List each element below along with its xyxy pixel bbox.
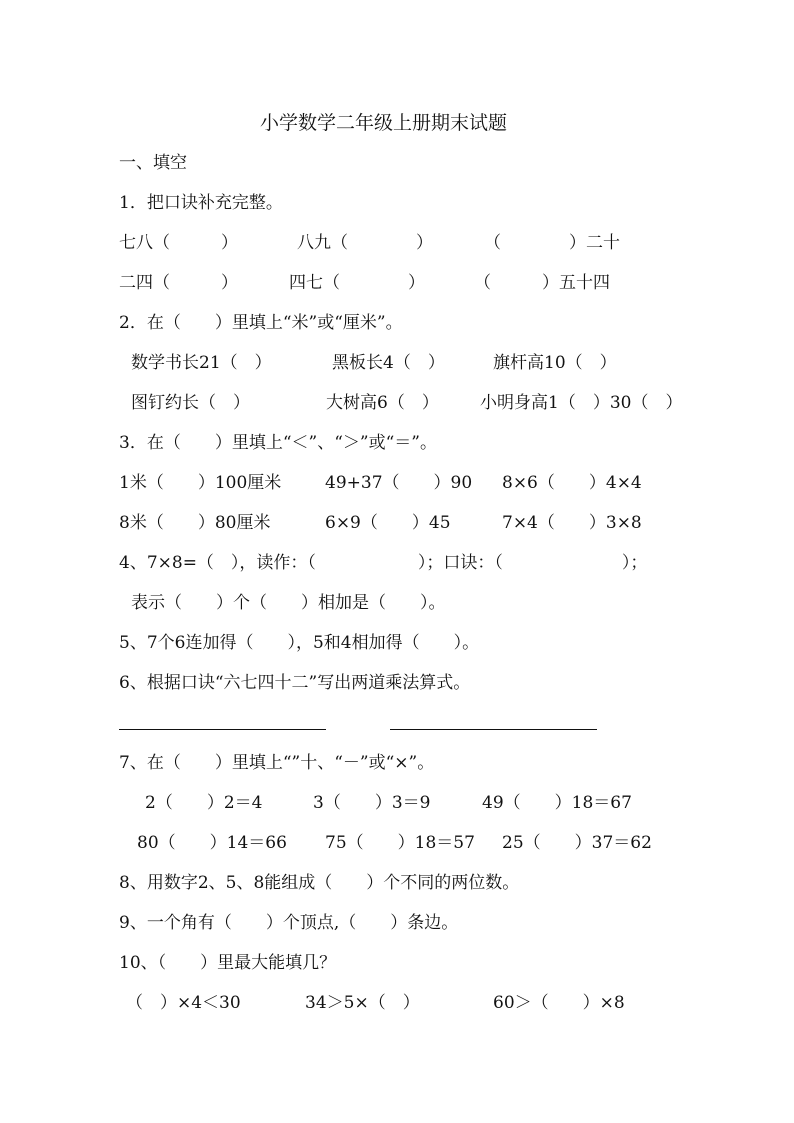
q10-stem: 10、（ ）里最大能填几？ <box>119 953 337 973</box>
q3-item: 6×9（ ）45 <box>325 513 451 533</box>
q5-line: 5、7个6连加得（ ），5和4相加得（ ）。 <box>119 633 480 653</box>
q3-item: 1米（ ）100厘米 <box>119 473 282 493</box>
q7-item: 25（ ）37＝62 <box>502 833 652 853</box>
q3-item: 8米（ ）80厘米 <box>119 513 271 533</box>
section-heading: 一、填空 <box>119 153 187 173</box>
q3-stem: 3．在（ ）里填上“＜”、“＞”或“＝”。 <box>119 433 437 453</box>
answer-line <box>119 729 326 730</box>
q2-stem: 2．在（ ）里填上“米”或“厘米”。 <box>119 313 403 333</box>
q3-item: 7×4（ ）3×8 <box>502 513 642 533</box>
q2-item: 黑板长4（ ） <box>332 353 445 373</box>
q9-line: 9、一个角有（ ）个顶点,（ ）条边。 <box>119 913 459 933</box>
q7-stem: 7、在（ ）里填上“”十、“－”或“×”。 <box>119 753 435 773</box>
q2-item: 数学书长21（ ） <box>131 353 272 373</box>
q1-item: 二四（ ） <box>119 273 238 293</box>
q7-item: 75（ ）18＝57 <box>325 833 475 853</box>
q7-item: 49（ ）18＝67 <box>482 793 632 813</box>
q4-line: 4、7×8=（ ），读作：（ ）；口诀：（ ）； <box>119 553 648 573</box>
q1-item: 四七（ ） <box>289 273 425 293</box>
q8-line: 8、用数字2、5、8能组成（ ）个不同的两位数。 <box>119 873 520 893</box>
q1-item: 七八（ ） <box>119 233 238 253</box>
q10-item: 60＞（ ）×8 <box>493 993 625 1013</box>
q6-line: 6、根据口诀“六七四十二”写出两道乘法算式。 <box>119 673 471 693</box>
q2-item: 图钉约长（ ） <box>131 393 250 413</box>
q10-item: （ ）×4＜30 <box>126 993 241 1013</box>
q1-item: （ ）五十四 <box>474 273 610 293</box>
page-title: 小学数学二年级上册期末试题 <box>260 112 508 134</box>
q10-item: 34＞5×（ ） <box>305 993 420 1013</box>
q1-item: （ ）二十 <box>484 233 620 253</box>
q7-item: 80（ ）14＝66 <box>137 833 287 853</box>
q2-item: 大树高6（ ） <box>326 393 439 413</box>
answer-line <box>390 729 597 730</box>
q1-stem: 1．把口诀补充完整。 <box>119 193 283 213</box>
q3-item: 49+37（ ）90 <box>325 473 473 493</box>
q2-item: 旗杆高10（ ） <box>493 353 617 373</box>
q3-item: 8×6（ ）4×4 <box>502 473 642 493</box>
q7-item: 2（ ）2＝4 <box>145 793 263 813</box>
q2-item: 小明身高1（ ）30（ ） <box>480 393 683 413</box>
q4-line: 表示（ ）个（ ）相加是（ ）。 <box>131 593 446 613</box>
q7-item: 3（ ）3＝9 <box>313 793 431 813</box>
q1-item: 八九（ ） <box>297 233 433 253</box>
